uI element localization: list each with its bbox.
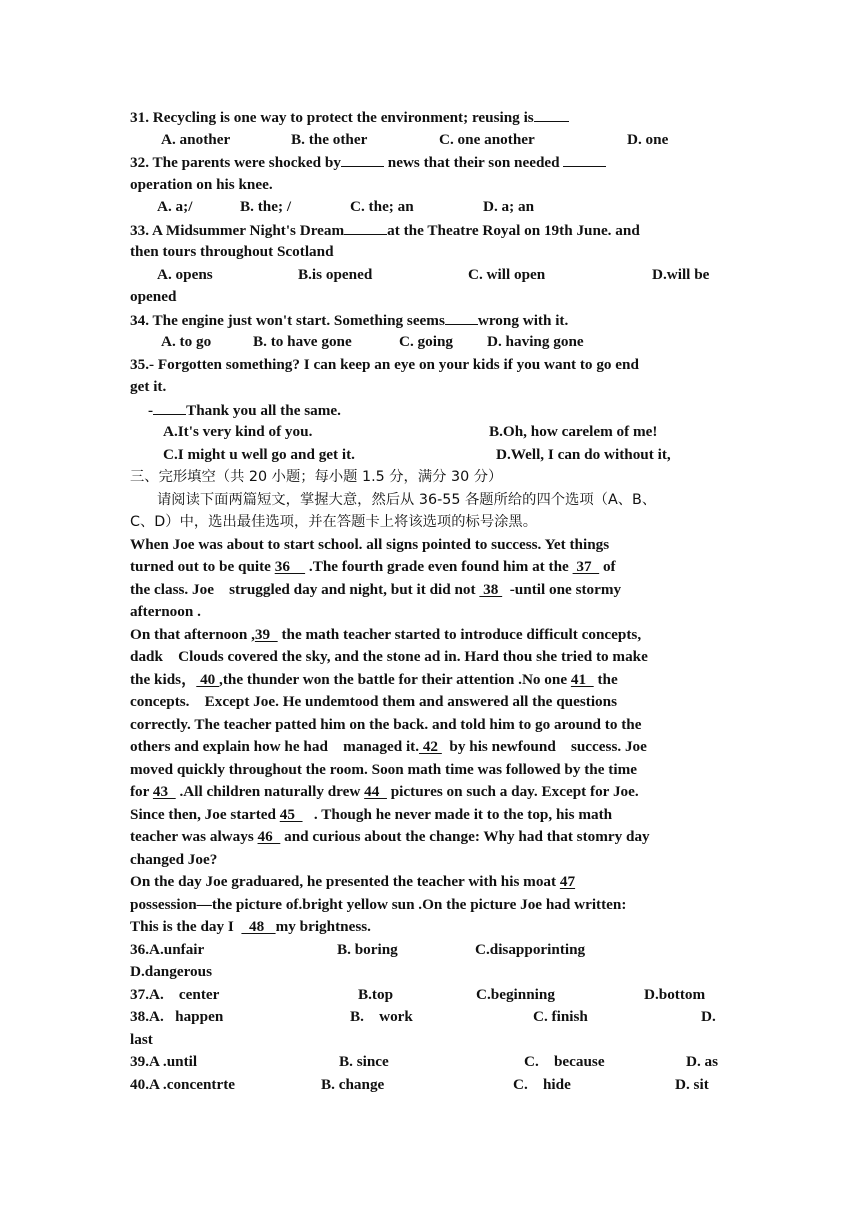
answer-blank [341, 151, 384, 167]
blank-48: 48 [241, 918, 276, 935]
section-heading: 三、完形填空（共 20 小题；每小题 1.5 分，满分 30 分） [130, 469, 503, 485]
passage-text: -until one stormy [502, 580, 622, 598]
passage-line: dadk Clouds covered the sky, and the stone ad in. Hard thou she tried to make [130, 648, 648, 665]
option-c: C.disapporinting [475, 940, 586, 958]
option-d: D.bottom [644, 985, 706, 1003]
option-b: B. boring [337, 940, 398, 958]
passage-text: the math teacher started to introduce difficult concepts, [277, 625, 642, 643]
blank-41: 41 [570, 670, 594, 688]
passage-line: possession—the picture of.bright yellow sun .On the picture Joe had written: [130, 895, 627, 913]
passage-line [130, 556, 735, 579]
options-36-d: D.dangerous [130, 963, 213, 980]
passage-line: moved quickly throughout the room. Soon math time was followed by the time [130, 760, 637, 778]
option-d: D. having gone [487, 333, 584, 350]
question-35-stem: 35.- Forgotten something? I can keep an eye on your kids if you want to go end [130, 355, 639, 373]
question-text: wrong with it. [477, 311, 569, 329]
passage-text: . Though he never made it to the top, his math [302, 805, 613, 823]
passage-text: my brightness. [275, 918, 371, 935]
passage-line [130, 579, 735, 602]
passage-text: ,the thunder won the battle for their attention .No one [219, 670, 571, 688]
passage-line: correctly. The teacher patted him on the back. and told him to go around to the [130, 715, 642, 733]
question-35-options-ab [130, 421, 735, 444]
question-31-stem [130, 106, 735, 129]
passage-text: This is the day I [130, 918, 242, 935]
question-32-stem-cont: operation on his knee. [130, 175, 273, 193]
passage-line [130, 736, 735, 759]
reply-text: Thank you all the same. [186, 401, 341, 419]
question-35-options-cd [130, 444, 735, 467]
passage-line [130, 669, 735, 692]
passage-text: the kids， [130, 670, 197, 688]
blank-45: 45 [279, 805, 303, 823]
passage-text: for [130, 783, 153, 800]
passage-line [130, 781, 735, 804]
question-32-stem [130, 151, 735, 174]
options-38-d-cont: last [130, 1030, 153, 1048]
exam-page [130, 106, 735, 1096]
question-text: at the Theatre Royal on 19th June. and [387, 221, 640, 239]
option-b: B.Oh, how carelem of me! [489, 423, 658, 440]
options-39 [130, 1051, 735, 1074]
passage-text: pictures on such a day. Except for Joe. [386, 783, 639, 800]
option-d: D.will be [652, 265, 710, 283]
passage-line [130, 871, 735, 894]
passage-text: and curious about the change: Why had that stomry day [280, 828, 650, 845]
blank-42: 42 [419, 738, 442, 755]
option-d: D. a; an [483, 198, 535, 215]
option-d: D. one [627, 130, 669, 148]
question-text: 32. The parents were shocked by [130, 154, 341, 171]
blank-43: 43 [152, 783, 176, 800]
passage-line: changed Joe? [130, 850, 218, 868]
option-d: D.Well, I can do without it, [496, 445, 671, 463]
option-a: 39.A .until [130, 1053, 198, 1070]
blank-36: 36 [274, 558, 306, 575]
blank-37: 37 [572, 558, 600, 575]
passage-text: the [593, 670, 618, 688]
blank-44: 44 [364, 783, 387, 800]
option-c: C. because [524, 1053, 605, 1070]
answer-blank [563, 151, 606, 167]
passage-text: others and explain how he had managed it. [130, 738, 420, 755]
dash: - [148, 401, 154, 419]
passage-line [130, 916, 735, 939]
option-b: B. the other [291, 130, 368, 148]
passage-line: When Joe was about to start school. all signs pointed to success. Yet things [130, 535, 610, 553]
passage-text: turned out to be quite [130, 558, 275, 575]
options-38 [130, 1006, 735, 1029]
option-b: B.top [358, 985, 394, 1003]
option-a: A. to go [161, 333, 212, 350]
question-34-stem [130, 309, 735, 332]
question-33-stem [130, 219, 735, 242]
option-d: D. as [686, 1053, 719, 1070]
question-33-options [130, 264, 735, 287]
options-36 [130, 939, 735, 962]
passage-line [130, 826, 735, 849]
passage-line: concepts. Except Joe. He undemtood them and answered all the questions [130, 693, 617, 710]
option-a: A. opens [157, 265, 213, 283]
options-40 [130, 1074, 735, 1097]
passage-text: .All children naturally drew [175, 783, 365, 800]
answer-blank [534, 106, 569, 122]
option-c: C. finish [533, 1008, 588, 1025]
blank-39: 39 [254, 625, 278, 643]
option-c: C.beginning [476, 985, 555, 1003]
passage-line [130, 624, 735, 647]
option-c: C. one another [439, 130, 535, 148]
passage-text: by his newfound success. Joe [441, 738, 647, 755]
section-instructions-1 [130, 489, 735, 512]
option-a: A. a;/ [157, 198, 193, 215]
option-a: A.It's very kind of you. [163, 423, 313, 440]
option-c: C. will open [468, 265, 546, 283]
section-instructions-2: C、D）中，选出最佳选项，并在答题卡上将该选项的标号涂黑。 [130, 514, 538, 530]
answer-blank [153, 399, 186, 415]
option-a: 38.A. happen [130, 1008, 224, 1025]
question-text: 31. Recycling is one way to protect the environment; reusing is [130, 109, 534, 126]
option-b: B. to have gone [253, 333, 352, 350]
instruction-text: 请阅读下面两篇短文，掌握大意，然后从 36-55 各题所给的四个选项（A、B、 [157, 491, 657, 508]
option-a: 37.A. center [130, 985, 220, 1003]
answer-blank [445, 309, 478, 325]
passage-text: the class. Joe struggled day and night, but it did not [130, 580, 480, 598]
passage-line [130, 804, 735, 827]
option-a: A. another [161, 130, 231, 148]
passage-text: Since then, Joe started [130, 805, 280, 823]
option-d: D. sit [675, 1075, 709, 1093]
option-a: 40.A .concentrte [130, 1075, 236, 1093]
blank-46: 46 [257, 828, 281, 845]
option-b: B. work [350, 1008, 413, 1025]
question-32-options [130, 196, 735, 219]
question-33-stem-cont: then tours throughout Scotland [130, 243, 334, 260]
option-c: C. going [399, 333, 454, 350]
question-35-reply [130, 399, 735, 422]
passage-line: afternoon . [130, 603, 201, 620]
passage-text: On the day Joe graduared, he presented the teacher with his moat [130, 873, 560, 890]
question-text: 34. The engine just won't start. Something seems [130, 311, 445, 329]
option-c: C. hide [513, 1075, 571, 1093]
options-37 [130, 984, 735, 1007]
option-c: C. the; an [350, 198, 414, 215]
blank-40: 40 [196, 670, 220, 688]
question-35-stem-cont: get it. [130, 378, 167, 395]
option-d: D. [701, 1008, 716, 1025]
option-c: C.I might u well go and get it. [163, 445, 355, 463]
option-a: 36.A.unfair [130, 940, 205, 958]
passage-text: teacher was always [130, 828, 258, 845]
blank-38: 38 [479, 580, 503, 598]
question-33-option-d-cont: opened [130, 288, 177, 305]
answer-blank [344, 219, 387, 235]
passage-text: of [599, 558, 616, 575]
question-34-options [130, 331, 735, 354]
blank-47: 47 [559, 873, 576, 890]
option-b: B. change [321, 1075, 385, 1093]
passage-text: On that afternoon , [130, 625, 255, 643]
question-31-options [130, 129, 735, 152]
option-b: B. since [339, 1053, 389, 1070]
question-text: news that their son needed [383, 154, 564, 171]
passage-text: .The fourth grade even found him at the [305, 558, 573, 575]
option-b: B. the; / [240, 198, 292, 215]
option-b: B.is opened [298, 265, 373, 283]
question-text: 33. A Midsummer Night's Dream [130, 221, 345, 239]
